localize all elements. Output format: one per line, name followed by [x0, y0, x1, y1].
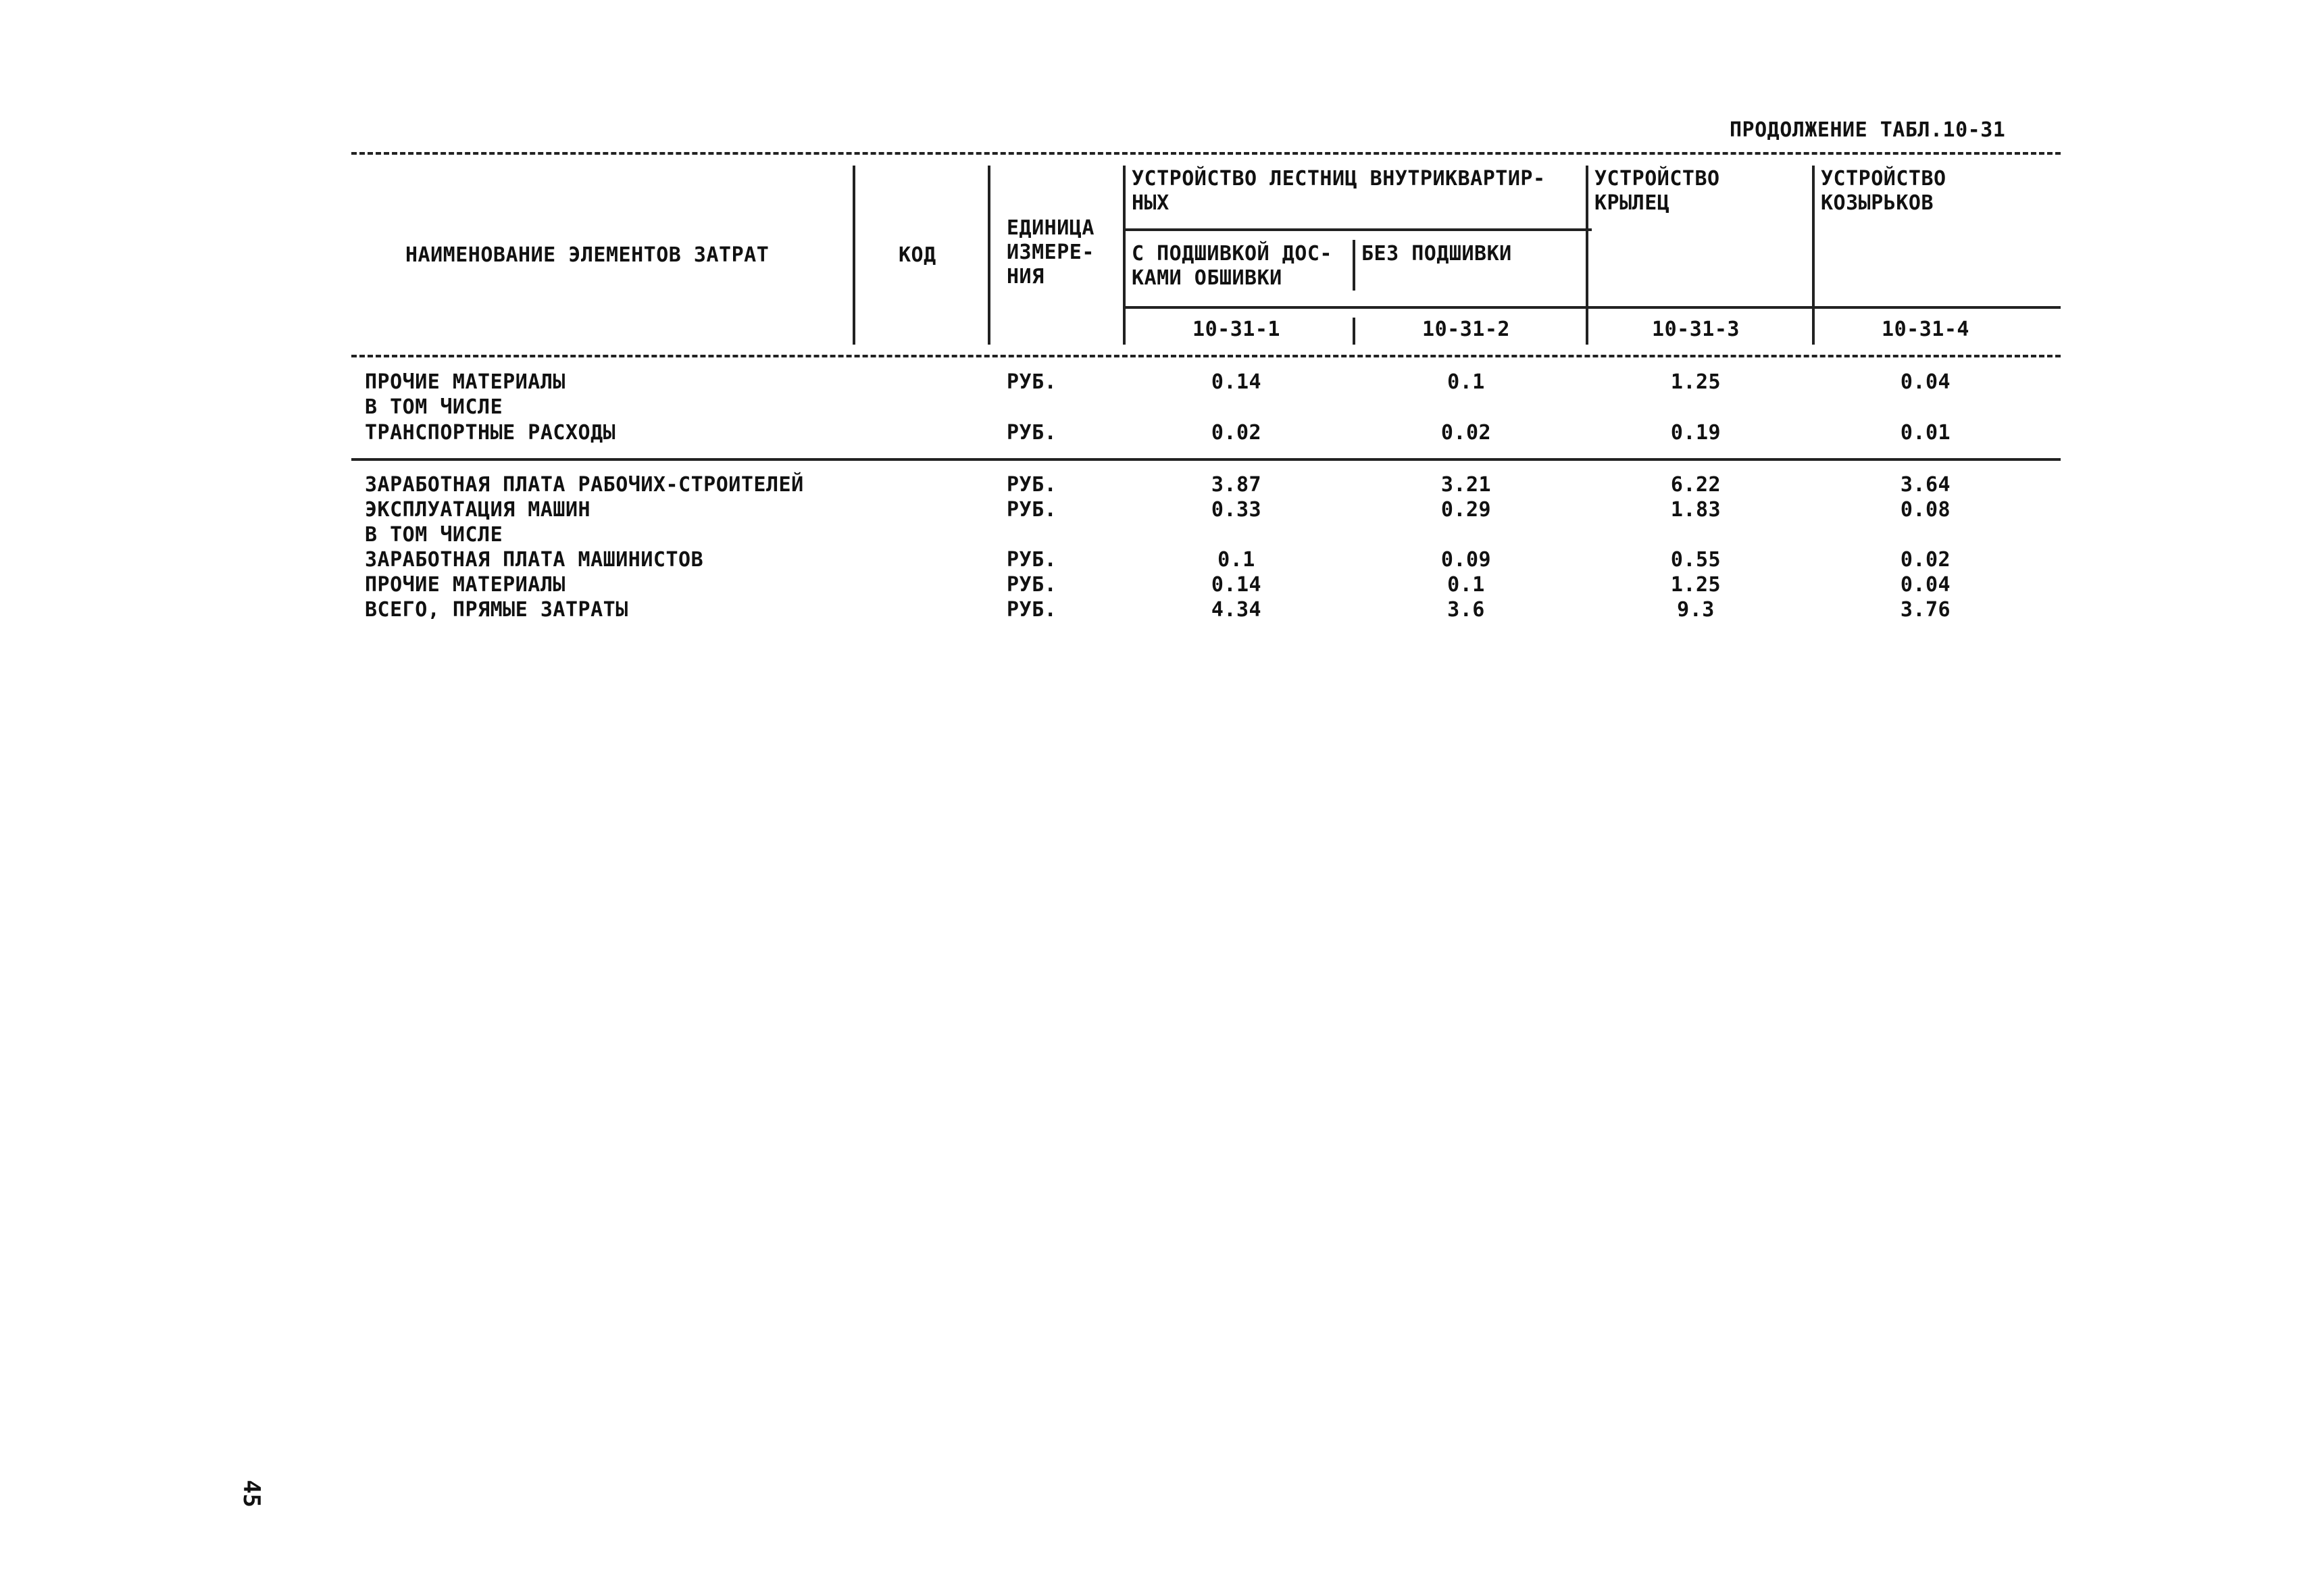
header-group-canopies-line1: УСТРОЙСТВО: [1821, 167, 1946, 191]
header-subgroup-with-lining-line1: С ПОДШИВКОЙ ДОС-: [1132, 242, 1332, 266]
header-separator: [988, 166, 990, 345]
row-name: В ТОМ ЧИСЛЕ: [365, 523, 503, 547]
row-value-3: 0.55: [1670, 548, 1721, 572]
row-unit: РУБ.: [1007, 498, 1057, 522]
row-unit: РУБ.: [1007, 573, 1057, 597]
row-name: ПРОЧИЕ МАТЕРИАЛЫ: [365, 573, 565, 597]
header-unit-column-line2: ИЗМЕРЕ-: [1007, 241, 1095, 264]
row-value-3: 1.25: [1670, 370, 1721, 394]
header-code-2: 10-31-2: [1422, 318, 1510, 341]
row-value-4: 0.01: [1900, 421, 1951, 445]
row-name: ЗАРАБОТНАЯ ПЛАТА РАБОЧИХ-СТРОИТЕЛЕЙ: [365, 473, 804, 497]
header-code-column: КОД: [899, 243, 936, 267]
row-value-1: 0.1: [1217, 548, 1255, 572]
header-separator: [853, 166, 855, 345]
row-value-4: 0.04: [1900, 370, 1951, 394]
header-group-porches-line2: КРЫЛЕЦ: [1594, 191, 1670, 215]
row-value-3: 0.19: [1670, 421, 1721, 445]
row-name: ЗАРАБОТНАЯ ПЛАТА МАШИНИСТОВ: [365, 548, 704, 572]
header-group-stairs-line2: НЫХ: [1132, 191, 1169, 215]
header-separator: [1123, 166, 1126, 345]
header-separator: [1812, 166, 1815, 345]
row-value-1: 3.87: [1211, 473, 1262, 497]
header-group-stairs-line1: УСТРОЙСТВО ЛЕСТНИЦ ВНУТРИКВАРТИР-: [1132, 167, 1546, 191]
row-value-1: 0.14: [1211, 573, 1262, 597]
row-value-2: 0.1: [1447, 370, 1485, 394]
header-inner-rule: [1126, 228, 1592, 231]
row-name: ТРАНСПОРТНЫЕ РАСХОДЫ: [365, 421, 616, 445]
header-separator: [1586, 166, 1588, 345]
row-unit: РУБ.: [1007, 473, 1057, 497]
row-name: ЭКСПЛУАТАЦИЯ МАШИН: [365, 498, 591, 522]
header-group-porches-line1: УСТРОЙСТВО: [1594, 167, 1720, 191]
header-subgroup-without-lining: БЕЗ ПОДШИВКИ: [1361, 242, 1512, 266]
header-bottom-rule: [351, 355, 2061, 357]
header-subgroup-with-lining-line2: КАМИ ОБШИВКИ: [1132, 266, 1282, 290]
header-separator: [1353, 318, 1355, 345]
header-separator: [1353, 240, 1355, 291]
row-value-1: 0.14: [1211, 370, 1262, 394]
row-value-2: 0.02: [1440, 421, 1492, 445]
row-value-2: 0.1: [1447, 573, 1485, 597]
header-code-1: 10-31-1: [1192, 318, 1280, 341]
row-value-3: 1.83: [1670, 498, 1721, 522]
row-value-4: 0.02: [1900, 548, 1951, 572]
row-value-4: 0.04: [1900, 573, 1951, 597]
row-name: ВСЕГО, ПРЯМЫЕ ЗАТРАТЫ: [365, 598, 628, 622]
row-value-2: 3.6: [1447, 598, 1485, 622]
row-value-4: 0.08: [1900, 498, 1951, 522]
row-value-1: 0.02: [1211, 421, 1262, 445]
row-name: ПРОЧИЕ МАТЕРИАЛЫ: [365, 370, 565, 394]
row-value-4: 3.76: [1900, 598, 1951, 622]
row-unit: РУБ.: [1007, 370, 1057, 394]
header-unit-column-line3: НИЯ: [1007, 265, 1045, 289]
header-unit-column-line1: ЕДИНИЦА: [1007, 216, 1095, 240]
section-separator-rule: [351, 458, 2061, 461]
table-caption: ПРОДОЛЖЕНИЕ ТАБЛ.10-31: [1730, 118, 2006, 142]
header-inner-rule: [1126, 306, 2061, 309]
header-code-3: 10-31-3: [1652, 318, 1740, 341]
row-value-1: 0.33: [1211, 498, 1262, 522]
row-name: В ТОМ ЧИСЛЕ: [365, 395, 503, 419]
header-name-column: НАИМЕНОВАНИЕ ЭЛЕМЕНТОВ ЗАТРАТ: [405, 243, 770, 267]
row-value-3: 9.3: [1677, 598, 1715, 622]
row-value-4: 3.64: [1900, 473, 1951, 497]
header-group-canopies-line2: КОЗЫРЬКОВ: [1821, 191, 1934, 215]
row-unit: РУБ.: [1007, 598, 1057, 622]
table-top-rule: [351, 152, 2061, 155]
row-value-3: 6.22: [1670, 473, 1721, 497]
page-number: 45: [238, 1480, 265, 1507]
header-code-4: 10-31-4: [1882, 318, 1969, 341]
row-value-2: 0.09: [1440, 548, 1492, 572]
row-unit: РУБ.: [1007, 548, 1057, 572]
row-value-2: 0.29: [1440, 498, 1492, 522]
row-value-1: 4.34: [1211, 598, 1262, 622]
row-value-3: 1.25: [1670, 573, 1721, 597]
row-value-2: 3.21: [1440, 473, 1492, 497]
row-unit: РУБ.: [1007, 421, 1057, 445]
